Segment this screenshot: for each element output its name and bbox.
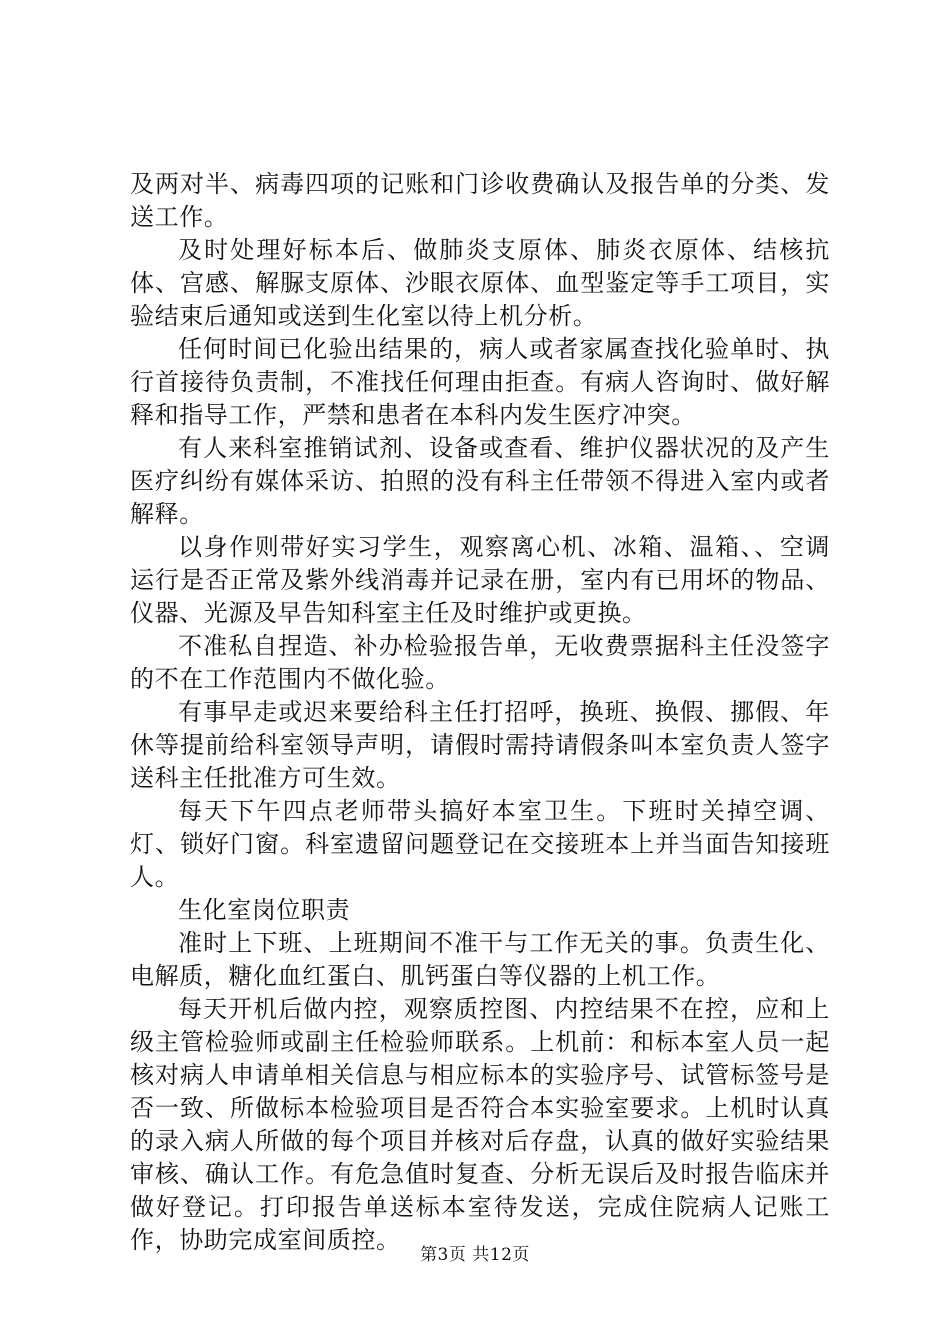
paragraph-continued: 及两对半、病毒四项的记账和门诊收费确认及报告单的分类、发送工作。	[130, 170, 830, 231]
section-heading: 生化室岗位职责	[178, 896, 351, 924]
page-number: 第3页 共12页	[420, 1245, 530, 1265]
paragraph: 及时处理好标本后、做肺炎支原体、肺炎衣原体、结核抗体、宫感、解脲支原体、沙眼衣原体、血型鉴定等手工项目，实验结束后通知或送到生化室以待上机分析。	[130, 236, 830, 330]
paragraph: 准时上下班、上班期间不准干与工作无关的事。负责生化、电解质，糖化血红蛋白、肌钙蛋白等仪器的上机工作。	[130, 929, 830, 990]
document-body	[130, 168, 830, 1257]
paragraph: 每天开机后做内控，观察质控图、内控结果不在控，应和上级主管检验师或副主任检验师联系。上机前：和标本室人员一起核对病人申请单相关信息与相应标本的实验序号、试管标签号是否一致、所做标本检验项目是否符合本实验室要求。上机时认真的录入病人所做的每个项目并核对后存盘，认真的做好实验结果审核、确认工作。有危急值时复查、分析无误后及时报告临床并做好登记。打印报告单送标本室待发送，完成住院病人记账工作，协助完成室间质控。	[130, 995, 830, 1254]
paragraph: 每天下午四点老师带头搞好本室卫生。下班时关掉空调、灯、锁好门窗。科室遗留问题登记在交接班本上并当面告知接班人。	[130, 797, 830, 891]
paragraph: 有人来科室推销试剂、设备或查看、维护仪器状况的及产生医疗纠纷有媒体采访、拍照的没有科主任带领不得进入室内或者解释。	[130, 434, 830, 528]
paragraph: 任何时间已化验出结果的，病人或者家属查找化验单时、执行首接待负责制，不准找任何理由拒查。有病人咨询时、做好解释和指导工作，严禁和患者在本科内发生医疗冲突。	[130, 335, 830, 429]
paragraph: 以身作则带好实习学生，观察离心机、冰箱、温箱、、空调运行是否正常及紫外线消毒并记录在册，室内有已用坏的物品、仪器、光源及早告知科室主任及时维护或更换。	[130, 533, 830, 627]
paragraph: 不准私自捏造、补办检验报告单，无收费票据科主任没签字的不在工作范围内不做化验。	[130, 632, 830, 693]
paragraph: 有事早走或迟来要给科主任打招呼，换班、换假、挪假、年休等提前给科室领导声明，请假时需持请假条叫本室负责人签字送科主任批准方可生效。	[130, 698, 830, 792]
